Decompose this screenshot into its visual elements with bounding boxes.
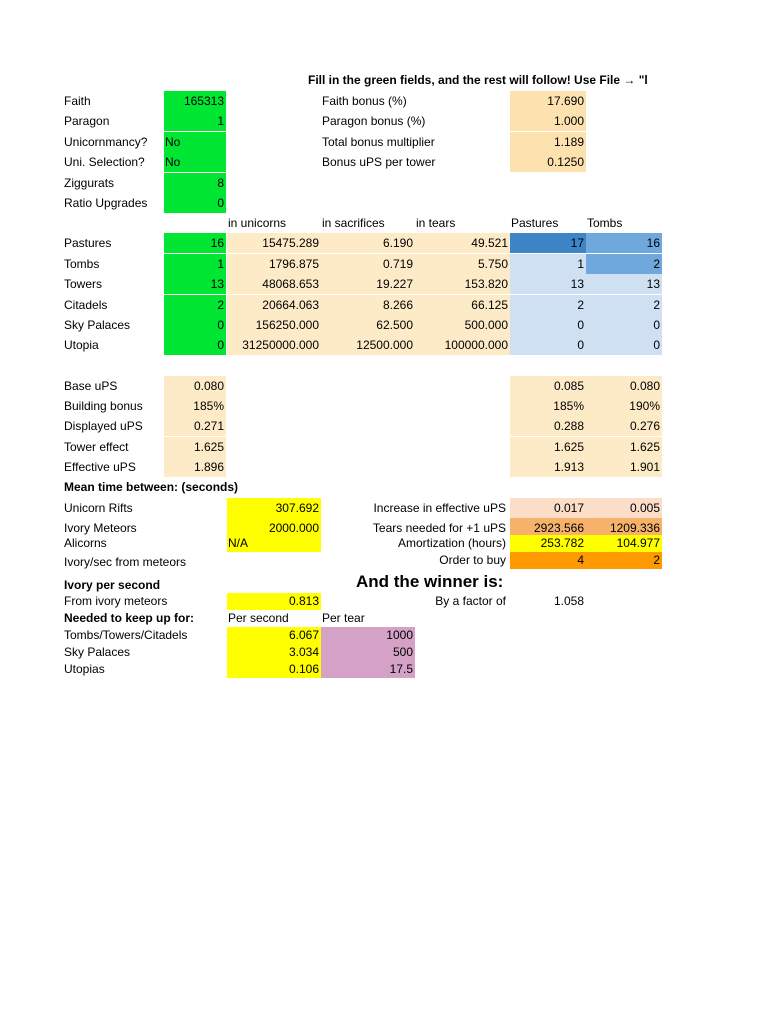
needed-heading: Needed to keep up for:	[64, 611, 195, 625]
faith-bonus-label: Faith bonus (%)	[322, 94, 407, 108]
building-name: Towers	[64, 277, 103, 291]
unicorn-rifts-value: 307.692	[227, 498, 321, 518]
building-tombs-scenario: 13	[586, 274, 662, 294]
building-count-input[interactable]: 1	[164, 254, 226, 274]
faith-bonus-value: 17.690	[510, 91, 586, 111]
ups-tombs: 190%	[586, 396, 662, 416]
unicornmancy-label: Unicornmancy?	[64, 135, 148, 149]
ups-pastures: 1.625	[510, 437, 586, 457]
unicorn-rifts-label: Unicorn Rifts	[64, 501, 133, 515]
factor-label: By a factor of	[435, 594, 506, 608]
faith-input[interactable]: 165313	[164, 91, 226, 111]
building-cost-sacrifices: 19.227	[321, 274, 415, 294]
needed-per-tear: 17.5	[321, 661, 415, 678]
increase-ups-label: Increase in effective uPS	[373, 501, 506, 515]
needed-row-label: Utopias	[64, 662, 105, 676]
building-cost-sacrifices: 6.190	[321, 233, 415, 253]
alicorns-label: Alicorns	[64, 536, 107, 550]
tears-needed-label: Tears needed for +1 uPS	[372, 521, 506, 535]
building-cost-tears: 66.125	[415, 295, 510, 315]
paragon-bonus-value: 1.000	[510, 111, 586, 131]
building-cost-sacrifices: 12500.000	[321, 335, 415, 355]
ivory-sec-meteors-label: Ivory/sec from meteors	[64, 555, 187, 569]
amortization-label: Amortization (hours)	[397, 536, 506, 550]
ups-value: 1.625	[164, 437, 226, 457]
building-pastures-scenario: 0	[510, 315, 586, 335]
ups-pastures: 0.085	[510, 376, 586, 396]
from-meteors-label: From ivory meteors	[64, 594, 168, 608]
ups-pastures: 1.913	[510, 457, 586, 477]
building-cost-tears: 153.820	[415, 274, 510, 294]
bonus-ups-label: Bonus uPS per tower	[322, 155, 436, 169]
col-header-sacrifices: in sacrifices	[322, 216, 385, 230]
ups-pastures: 185%	[510, 396, 586, 416]
winner-heading: And the winner is:	[356, 572, 504, 591]
building-pastures-scenario: 2	[510, 295, 586, 315]
per-second-header: Per second	[228, 611, 289, 625]
ups-value: 1.896	[164, 457, 226, 477]
building-name: Tombs	[64, 257, 100, 271]
bonus-ups-value: 0.1250	[510, 152, 586, 172]
building-tombs-scenario: 2	[586, 295, 662, 315]
needed-per-second: 0.106	[227, 661, 321, 678]
total-multiplier-label: Total bonus multiplier	[322, 135, 435, 149]
building-cost-tears: 100000.000	[415, 335, 510, 355]
needed-per-second: 6.067	[227, 627, 321, 644]
building-cost-unicorns: 31250000.000	[227, 335, 321, 355]
col-header-tombs: Tombs	[587, 216, 623, 230]
ups-label: Building bonus	[64, 399, 143, 413]
paragon-bonus-label: Paragon bonus (%)	[322, 114, 426, 128]
building-cost-unicorns: 20664.063	[227, 295, 321, 315]
paragon-label: Paragon	[64, 114, 110, 128]
building-count-input[interactable]: 2	[164, 295, 226, 315]
building-count-input[interactable]: 0	[164, 335, 226, 355]
building-count-input[interactable]: 16	[164, 233, 226, 253]
unicornmancy-input[interactable]: No	[164, 132, 226, 152]
building-tombs-scenario: 0	[586, 315, 662, 335]
building-cost-sacrifices: 62.500	[321, 315, 415, 335]
ups-tombs: 0.080	[586, 376, 662, 396]
building-tombs-scenario: 0	[586, 335, 662, 355]
uni-selection-input[interactable]: No	[164, 152, 226, 172]
order-to-buy-label: Order to buy	[439, 553, 506, 567]
building-tombs-scenario: 2	[586, 254, 662, 274]
amortization-pastures: 253.782	[510, 535, 586, 552]
building-cost-tears: 5.750	[415, 254, 510, 274]
ups-label: Base uPS	[64, 379, 118, 393]
ups-label: Effective uPS	[64, 460, 136, 474]
ups-tombs: 1.625	[586, 437, 662, 457]
building-name: Pastures	[64, 236, 112, 250]
building-cost-unicorns: 156250.000	[227, 315, 321, 335]
ratio-upgrades-input[interactable]: 0	[164, 193, 226, 213]
ups-label: Displayed uPS	[64, 419, 143, 433]
building-name: Sky Palaces	[64, 318, 131, 332]
col-header-pastures: Pastures	[511, 216, 559, 230]
ivory-meteors-label: Ivory Meteors	[64, 521, 137, 535]
ivory-per-second-heading: Ivory per second	[64, 578, 161, 592]
building-pastures-scenario: 0	[510, 335, 586, 355]
needed-per-second: 3.034	[227, 644, 321, 661]
ivory-meteors-value: 2000.000	[227, 518, 321, 538]
needed-per-tear: 500	[321, 644, 415, 661]
from-meteors-value: 0.813	[227, 593, 321, 610]
needed-row-label: Tombs/Towers/Citadels	[64, 628, 188, 642]
building-cost-sacrifices: 8.266	[321, 295, 415, 315]
per-tear-header: Per tear	[322, 611, 365, 625]
building-pastures-scenario: 13	[510, 274, 586, 294]
col-header-unicorns: in unicorns	[228, 216, 287, 230]
amortization-tombs: 104.977	[586, 535, 662, 552]
instructions-banner: Fill in the green fields, and the rest will follow! Use File → "l	[308, 73, 648, 87]
tears-needed-pastures: 2923.566	[510, 518, 586, 538]
faith-label: Faith	[64, 94, 91, 108]
building-cost-tears: 500.000	[415, 315, 510, 335]
ups-label: Tower effect	[64, 440, 129, 454]
ratio-upgrades-label: Ratio Upgrades	[64, 196, 148, 210]
factor-value: 1.058	[553, 594, 584, 608]
ups-value: 185%	[164, 396, 226, 416]
ups-value: 0.080	[164, 376, 226, 396]
needed-per-tear: 1000	[321, 627, 415, 644]
tears-needed-tombs: 1209.336	[586, 518, 662, 538]
ups-pastures: 0.288	[510, 416, 586, 436]
uni-selection-label: Uni. Selection?	[64, 155, 145, 169]
building-count-input[interactable]: 13	[164, 274, 226, 294]
building-cost-tears: 49.521	[415, 233, 510, 253]
alicorns-value: N/A	[227, 535, 321, 552]
order-to-buy-tombs: 2	[586, 552, 662, 569]
ziggurats-input[interactable]: 8	[164, 173, 226, 193]
building-cost-sacrifices: 0.719	[321, 254, 415, 274]
building-name: Citadels	[64, 298, 108, 312]
building-pastures-scenario: 1	[510, 254, 586, 274]
needed-row-label: Sky Palaces	[64, 645, 131, 659]
building-tombs-scenario: 16	[586, 233, 662, 253]
increase-ups-tombs: 0.005	[586, 498, 662, 518]
ups-value: 0.271	[164, 416, 226, 436]
col-header-tears: in tears	[416, 216, 456, 230]
ziggurats-label: Ziggurats	[64, 176, 115, 190]
building-pastures-scenario: 17	[510, 233, 586, 253]
order-to-buy-pastures: 4	[510, 552, 586, 569]
ups-tombs: 0.276	[586, 416, 662, 436]
building-cost-unicorns: 48068.653	[227, 274, 321, 294]
building-cost-unicorns: 15475.289	[227, 233, 321, 253]
total-multiplier-value: 1.189	[510, 132, 586, 152]
paragon-input[interactable]: 1	[164, 111, 226, 131]
ups-tombs: 1.901	[586, 457, 662, 477]
mean-time-heading: Mean time between: (seconds)	[64, 480, 239, 494]
building-count-input[interactable]: 0	[164, 315, 226, 335]
increase-ups-pastures: 0.017	[510, 498, 586, 518]
building-name: Utopia	[64, 338, 99, 352]
building-cost-unicorns: 1796.875	[227, 254, 321, 274]
